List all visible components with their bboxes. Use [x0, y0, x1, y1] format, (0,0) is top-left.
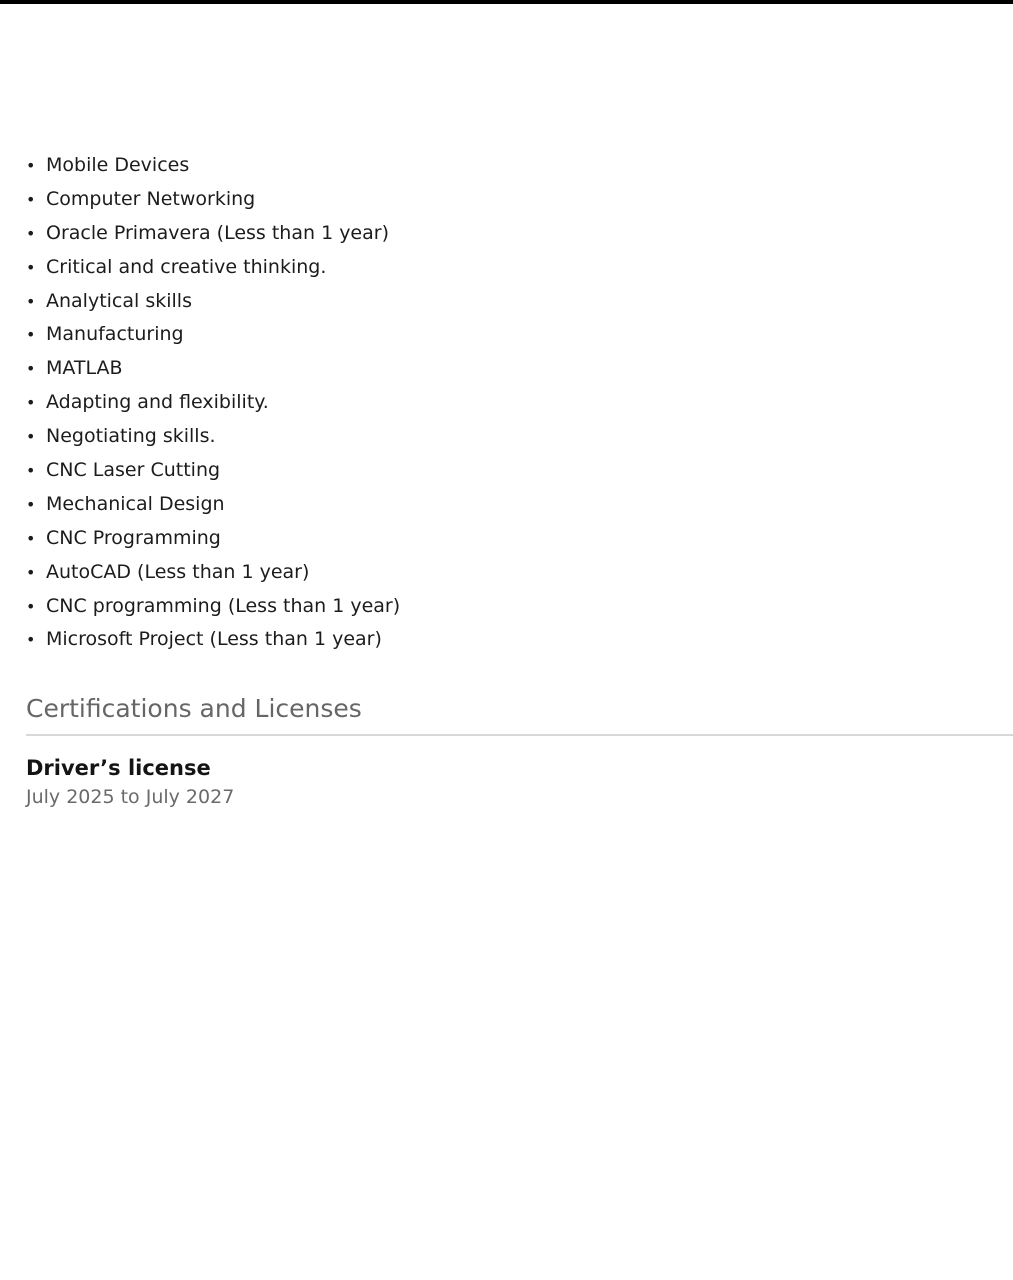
skill-item	[26, 217, 400, 251]
skill-item	[26, 386, 400, 420]
bullet-icon: •	[26, 156, 36, 175]
certifications-heading: Certifications and Licenses	[26, 694, 362, 723]
skill-item	[26, 556, 400, 590]
skill-item	[26, 183, 400, 217]
skill-item	[26, 522, 400, 556]
certification-name: Driver’s license	[26, 756, 211, 780]
bullet-icon: •	[26, 223, 36, 243]
skill-label: Negotiating skills.	[46, 425, 216, 448]
bullet-icon: •	[26, 189, 36, 209]
bullet-icon: •	[26, 630, 36, 650]
certification-dates: July 2025 to July 2027	[26, 786, 235, 808]
bullet-icon: •	[26, 562, 36, 582]
skill-item	[26, 318, 400, 352]
top-edge-bar	[0, 0, 1013, 4]
skill-item	[26, 251, 400, 285]
section-divider	[26, 734, 1013, 736]
skill-label: Computer Networking	[46, 187, 256, 210]
skill-label: CNC Programming	[46, 526, 221, 549]
skill-label: Critical and creative thinking.	[46, 255, 327, 278]
skill-label: Oracle Primavera (Less than 1 year)	[46, 221, 389, 244]
skills-list	[26, 149, 400, 657]
bullet-icon: •	[26, 291, 36, 311]
bullet-icon: •	[26, 528, 36, 548]
skill-item	[26, 285, 400, 319]
skill-item	[26, 488, 400, 522]
bullet-icon: •	[26, 359, 36, 379]
bullet-icon: •	[26, 257, 36, 277]
bullet-icon: •	[26, 596, 36, 616]
bullet-icon: •	[26, 393, 36, 413]
skill-item	[26, 420, 400, 454]
bullet-icon: •	[26, 427, 36, 447]
skill-item	[26, 149, 400, 183]
skill-label: Adapting and flexibility.	[46, 391, 269, 414]
skill-item	[26, 623, 400, 657]
skill-label: Manufacturing	[46, 323, 184, 346]
skill-label: Mechanical Design	[46, 492, 225, 515]
skill-label: CNC Laser Cutting	[46, 459, 221, 482]
bullet-icon: •	[26, 461, 36, 481]
skill-label: Microsoft Project (Less than 1 year)	[46, 628, 382, 651]
bullet-icon: •	[26, 494, 36, 514]
skill-item	[26, 454, 400, 488]
skill-label: MATLAB	[46, 357, 123, 380]
skill-label: Mobile Devices	[46, 154, 190, 176]
bullet-icon: •	[26, 325, 36, 345]
skill-item	[26, 352, 400, 386]
skill-label: Analytical skills	[46, 289, 192, 312]
skill-label: AutoCAD (Less than 1 year)	[46, 560, 310, 583]
skill-label: CNC programming (Less than 1 year)	[46, 594, 401, 617]
skill-item	[26, 590, 400, 624]
